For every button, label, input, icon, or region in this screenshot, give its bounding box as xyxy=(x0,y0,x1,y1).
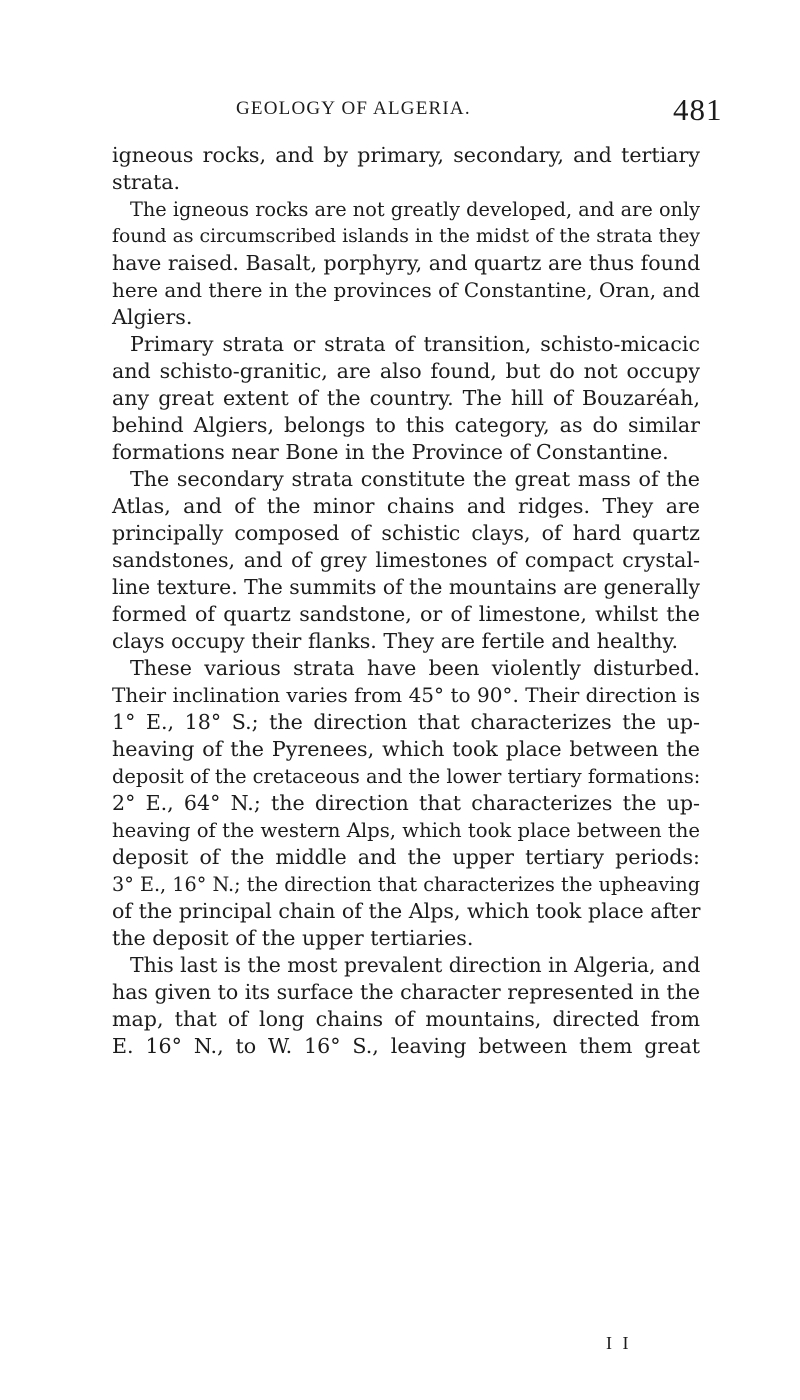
text-line: strata. xyxy=(112,170,181,194)
text-line: The secondary strata constitute the great mass of the xyxy=(130,467,700,491)
text-line: of the principal chain of the Alps, which took place after xyxy=(112,899,701,923)
text-line: line texture. The summits of the mountains are generally xyxy=(112,575,700,599)
text-line: E. 16° N., to W. 16° S., leaving between them great xyxy=(112,1034,700,1058)
text-line: This last is the most prevalent direction in Algeria, and xyxy=(130,953,701,977)
running-head xyxy=(0,92,800,132)
text-line: Algiers. xyxy=(112,305,193,329)
text-line: principally composed of schistic clays, of hard quartz xyxy=(112,521,700,545)
text-line: 2° E., 64° N.; the direction that characterizes the up- xyxy=(112,791,700,815)
text-line: here and there in the provinces of Constantine, Oran, and xyxy=(112,278,700,302)
text-line: 1° E., 18° S.; the direction that characterizes the up- xyxy=(112,710,700,734)
text-line: Atlas, and of the minor chains and ridges. They are xyxy=(112,494,700,518)
signature-mark: I I xyxy=(606,1333,632,1353)
text-line: has given to its surface the character represented in the xyxy=(112,980,700,1004)
text-line: found as circumscribed islands in the midst of the strata they xyxy=(112,226,700,247)
text-line: behind Algiers, belongs to this category, as do similar xyxy=(112,413,700,437)
text-line: heaving of the Pyrenees, which took place between the xyxy=(112,737,700,761)
text-line: These various strata have been violently disturbed. xyxy=(130,656,700,680)
body-text xyxy=(112,142,700,1060)
text-line: clays occupy their flanks. They are fertile and healthy. xyxy=(112,629,678,653)
text-line: formations near Bone in the Province of Constantine. xyxy=(112,440,669,464)
text-line: Their inclination varies from 45° to 90°. Their direction is xyxy=(112,683,700,707)
text-line: any great extent of the country. The hill of Bouzaréah, xyxy=(112,386,700,410)
text-line: the deposit of the upper tertiaries. xyxy=(112,926,474,950)
running-title: GEOLOGY OF ALGERIA. xyxy=(236,98,471,119)
text-line: have raised. Basalt, porphyry, and quartz are thus found xyxy=(112,251,701,275)
text-line: 3° E., 16° N.; the direction that characterizes the upheaving xyxy=(112,873,700,896)
text-line: Primary strata or strata of transition, schisto-micacic xyxy=(130,332,700,356)
text-line: formed of quartz sandstone, or of limestone, whilst the xyxy=(112,602,700,626)
page-number: 481 xyxy=(673,92,723,127)
text-line: deposit of the cretaceous and the lower tertiary formations: xyxy=(112,765,701,788)
text-line: heaving of the western Alps, which took place between the xyxy=(112,819,700,842)
text-line: map, that of long chains of mountains, directed from xyxy=(112,1007,700,1031)
text-line: sandstones, and of grey limestones of compact crystal- xyxy=(112,548,700,572)
text-line: and schisto-granitic, are also found, but do not occupy xyxy=(112,359,700,383)
text-line: igneous rocks, and by primary, secondary, and tertiary xyxy=(112,143,700,167)
text-line: The igneous rocks are not greatly developed, and are only xyxy=(130,198,700,221)
text-line: deposit of the middle and the upper tertiary periods: xyxy=(112,845,700,869)
